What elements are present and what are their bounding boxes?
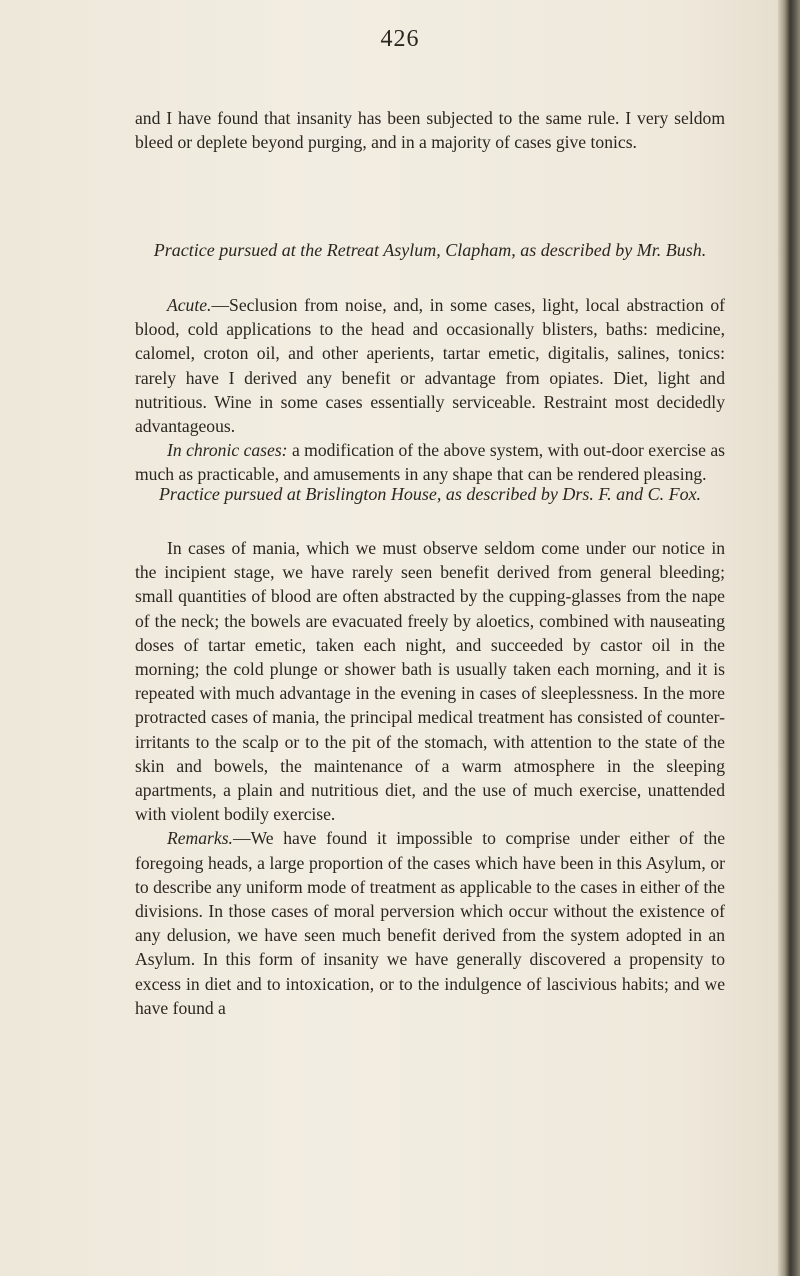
remarks-text: —We have found it impossible to comprise under either of the foregoing heads, a large proportion of the cases which have been in this Asylum, or to describe any uniform mode of treatment as applicable to the cases in either of the divisions. In those cases of moral perversion which occur without the existence of any delusion, we have seen much benefit derived from the system adopted in an Asylum. In this form of insanity we have generally discovered a propensity to excess in diet and to intoxication, or to the indulgence of lascivious habits; and we have found a: [135, 828, 725, 1018]
section-heading-brislington-house: Practice pursued at Brislington House, as described by Drs. F. and C. Fox.: [158, 484, 702, 504]
chronic-text: a modification of the above system, with out-door exercise as much as practicable, and amusements in any shape that can be rendered pleasing.: [135, 440, 725, 485]
acute-paragraph: [135, 293, 725, 438]
remarks-paragraph: [135, 826, 725, 1020]
section-brislington-house: [135, 536, 725, 1020]
chronic-label: In chronic cases:: [167, 440, 288, 461]
page-edge-shadow: [778, 0, 800, 1276]
intro-text: and I have found that insanity has been subjected to the same rule. I very seldom bleed or deplete beyond purging, and in a majority of cases give tonics.: [135, 108, 725, 153]
acute-text: —Seclusion from noise, and, in some cases, light, local abstraction of blood, cold applications to the head and occasionally blisters, baths: medicine, calomel, croton oil, and other aperients, tartar emetic, digitalis, salines, tonics: rarely have I derived any benefit or advantage from opiates. Diet, light and nutritious. Wine in some cases essentially serviceable. Restraint most decidedly advantageous.: [135, 295, 725, 437]
section-heading-retreat-asylum: Practice pursued at the Retreat Asylum, Clapham, as described by Mr. Bush.: [153, 240, 707, 260]
section-retreat-asylum: [135, 293, 725, 487]
acute-label: Acute.: [167, 295, 212, 315]
chronic-paragraph: [135, 438, 725, 486]
page-number: 426: [380, 26, 420, 52]
mania-paragraph: In cases of mania, which we must observe seldom come under our notice in the incipient stage, we have rarely seen benefit derived from general bleeding; small quantities of blood are often abstracted by the cupping-glasses from the nape of the neck; the bowels are evacuated freely by aloetics, combined with nauseating doses of tartar emetic, taken each night, and succeeded by castor oil in the morning; the cold plunge or shower bath is usually taken each morning, and it is repeated with much advantage in the evening in cases of sleeplessness. In the more protracted cases of mania, the principal medical treatment has consisted of counter-irritants to the scalp or to the pit of the stomach, with attention to the state of the skin and bowels, the maintenance of a warm atmosphere in the sleeping apartments, a plain and nutritious diet, and the use of much exercise, unattended with violent bodily exercise.: [135, 538, 725, 825]
intro-paragraph: [135, 106, 725, 154]
remarks-label: Remarks.: [167, 828, 233, 849]
